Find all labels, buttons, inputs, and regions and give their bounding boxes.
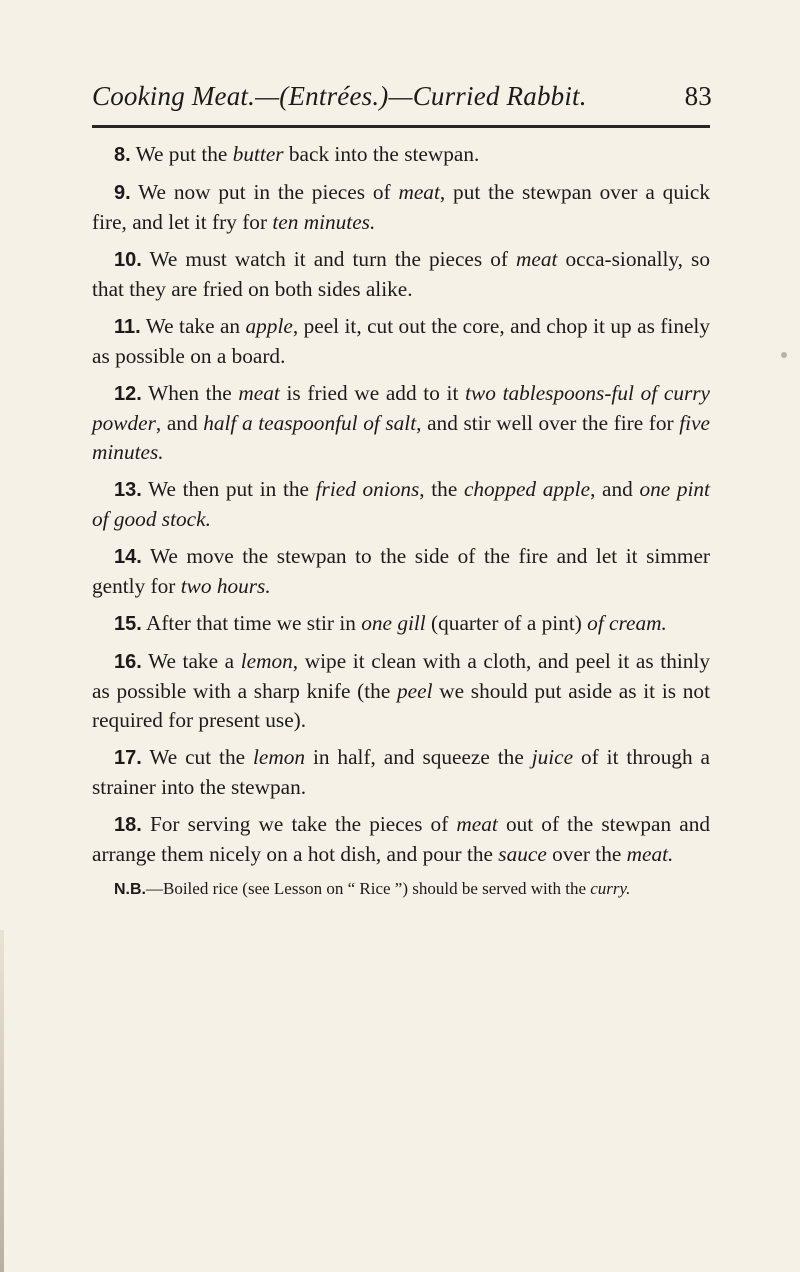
emphasis-text: lemon	[240, 649, 293, 673]
emphasis-text: meat.	[626, 842, 674, 866]
emphasis-text: butter	[232, 142, 284, 166]
footnote	[92, 877, 710, 902]
step-text: over the	[546, 842, 627, 866]
emphasis-text: chopped apple	[463, 477, 591, 501]
emphasis-text: two tablespoons-ful of curry powder	[92, 381, 710, 435]
step-paragraph	[92, 312, 710, 371]
emphasis-text: lemon	[252, 745, 306, 769]
emphasis-text: curry.	[590, 879, 631, 898]
running-title: Cooking Meat.—(Entrées.)—Curried Rabbit.	[92, 81, 587, 111]
step-paragraph	[92, 140, 710, 170]
page-edge-shadow	[0, 930, 4, 1272]
step-number: 18.	[114, 814, 142, 836]
emphasis-text: of cream.	[587, 611, 667, 635]
step-text: out of the stewpan and arrange them nicely on a hot dish, and pour the	[92, 812, 710, 866]
step-number: 8.	[114, 144, 131, 166]
step-text: We then put in the	[141, 477, 316, 501]
emphasis-text: half a teaspoonful of salt	[203, 411, 417, 435]
emphasis-text: two hours.	[180, 574, 271, 598]
footnote-label: N.B.	[114, 881, 146, 898]
step-number: 9.	[114, 182, 131, 204]
step-number: 17.	[114, 747, 142, 769]
emphasis-text: apple	[245, 314, 293, 338]
emphasis-text: meat	[238, 381, 280, 405]
emphasis-text: meat	[456, 812, 498, 836]
step-paragraph	[92, 609, 710, 639]
step-text: in half, and squeeze the	[305, 745, 532, 769]
step-number: 11.	[114, 316, 141, 338]
step-paragraph	[92, 475, 710, 534]
step-text: We take an	[140, 314, 246, 338]
header-rule	[92, 125, 710, 128]
step-text: For serving we take the pieces of	[141, 812, 457, 836]
step-paragraph	[92, 379, 710, 467]
step-text: , and	[590, 477, 640, 501]
step-paragraph	[92, 810, 710, 869]
emphasis-text: fried onions	[315, 477, 420, 501]
paper-speck	[781, 352, 787, 358]
page-header	[92, 76, 712, 116]
step-text: of it through a strainer into the stewpan.	[92, 745, 711, 799]
step-text: , and stir well over the fire for	[416, 411, 680, 435]
emphasis-text: meat	[516, 247, 558, 271]
step-text: , put the stewpan over a quick fire, and let it fry for	[92, 180, 710, 234]
emphasis-text: one pint of good stock.	[92, 477, 710, 531]
step-text: (quarter of a pint)	[425, 611, 588, 635]
step-text: , the	[419, 477, 464, 501]
step-paragraph	[92, 178, 710, 237]
step-text: , wipe it clean with a cloth, and peel it as thinly as possible with a sharp knife (the	[92, 649, 710, 703]
step-number: 16.	[114, 651, 142, 673]
emphasis-text: one gill	[361, 611, 426, 635]
step-number: 14.	[114, 546, 142, 568]
step-number: 15.	[114, 613, 142, 635]
recipe-steps	[92, 140, 710, 902]
step-paragraph	[92, 542, 710, 601]
step-paragraph	[92, 647, 710, 735]
step-text: We now put in the pieces of	[130, 180, 399, 204]
page-number: 83	[684, 81, 712, 111]
step-text: When the	[141, 381, 239, 405]
step-text: is fried we add to it	[279, 381, 466, 405]
step-text: We move the stewpan to the side of the fire and let it simmer gently for	[92, 544, 710, 598]
step-text: We put the	[130, 142, 233, 166]
emphasis-text: sauce	[498, 842, 547, 866]
step-paragraph	[92, 743, 710, 802]
step-paragraph	[92, 245, 710, 304]
step-text: back into the stewpan.	[283, 142, 480, 166]
step-text: occa-sionally, so that they are fried on both sides alike.	[92, 247, 710, 301]
step-text: we should put aside as it is not required for present use).	[92, 679, 710, 732]
step-number: 10.	[114, 249, 142, 271]
step-text: , and	[155, 411, 204, 435]
step-text: We must watch it and turn the pieces of	[141, 247, 517, 271]
step-text: After that time we stir in	[141, 611, 362, 635]
emphasis-text: peel	[397, 679, 433, 703]
step-text: We cut the	[141, 745, 253, 769]
step-text: —Boiled rice (see Lesson on “ Rice ”) should be served with the	[146, 879, 591, 898]
emphasis-text: five minutes.	[92, 411, 710, 464]
emphasis-text: juice	[531, 745, 574, 769]
emphasis-text: meat	[398, 180, 440, 204]
step-number: 12.	[114, 383, 142, 405]
step-text: , peel it, cut out the core, and chop it up as finely as possible on a board.	[92, 314, 710, 368]
emphasis-text: ten minutes.	[272, 210, 376, 234]
step-text: We take a	[141, 649, 241, 673]
step-number: 13.	[114, 479, 142, 501]
